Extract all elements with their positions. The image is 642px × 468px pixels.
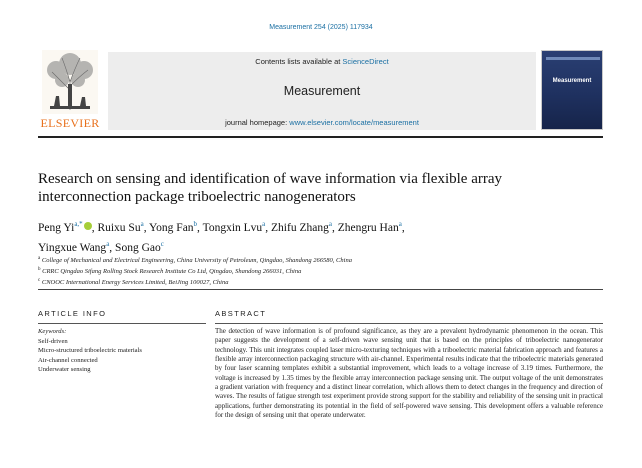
author-name[interactable]: Song Gao$^c$: [115, 239, 164, 254]
article-info-rule: [38, 323, 206, 324]
contents-lists-line: [108, 57, 536, 66]
homepage-link[interactable]: www.elsevier.com/locate/measurement: [289, 118, 419, 127]
contents-lists-text: Contents lists available at: [255, 57, 343, 66]
author-affiliation-mark[interactable]: a: [398, 220, 402, 228]
author-name[interactable]: Tongxin Lvu$^a$: [202, 220, 266, 234]
elsevier-wordmark: ELSEVIER: [40, 116, 100, 130]
author-affiliation-mark[interactable]: c: [160, 239, 164, 248]
abstract-heading: ABSTRACT: [215, 309, 267, 318]
keyword-item: Air-channel connected: [38, 356, 98, 364]
cover-stripe: [546, 57, 600, 60]
article-info-heading: ARTICLE INFO: [38, 309, 107, 318]
author-affiliation-mark[interactable]: b: [193, 220, 198, 228]
journal-banner: [108, 52, 536, 130]
elsevier-tree-icon: [42, 50, 98, 114]
journal-cover-thumbnail[interactable]: [541, 50, 603, 130]
author-affiliation-mark[interactable]: a: [106, 239, 110, 248]
keyword-item: Micro-structured triboelectric materials: [38, 347, 142, 355]
author-name[interactable]: Yingxue Wang$^a$: [38, 239, 110, 254]
orcid-icon[interactable]: [84, 222, 92, 230]
author-affiliation-mark[interactable]: a,*: [74, 220, 83, 228]
keywords-label: Keywords:: [38, 328, 67, 335]
abstract-text: The detection of wave information is of profound significance, as they are a prevalent hydrodynamic phenomenon in the ocean. This paper suggests the development of a self-driven wave sensing unit that is based on the principles of triboelectric nanogenerator technology. This unit integrates coupled laser micro-texturing techniques with a triboelectric material fabrication approach and features a flexible array interconnection packaging structure with air-channel. Experimental results indicate that the triboelectric materials generated by four laser scanning templates exhibit a substantial improvement, which leads to a voltage increase of 3.19 times. Furthermore, the voltage is increased by 1.35 times by the flexible array interconnection package sensing unit. The output voltage of the unit demonstrates a gradient variation with frequency and a distinct linear correlation, which allows them to detect changes in the frequency and direction of waves. The results of fatigue strength test experiment provide strong support for the stability and reliability of the sensing unit in practical applications, further demonstrating its potential in the field of self-powered wave sensing. This development offers a valuable reference for the design of sensing unit that operate underwater.: [215, 327, 603, 420]
keyword-item: Underwater sensing: [38, 366, 91, 374]
affiliation-item: $^b$ CRRC Qingdao Sifang Rolling Stock Research Institute Co Ltd, Qingdao, Shandong 266031, China: [38, 267, 302, 276]
journal-citation[interactable]: Measurement 254 (2025) 117934: [269, 24, 373, 31]
abstract-rule: [215, 323, 603, 324]
author-name[interactable]: Ruixu Su$^a$: [97, 220, 144, 234]
sciencedirect-link[interactable]: ScienceDirect: [342, 57, 389, 66]
affiliation-item: $^c$ CNOOC International Energy Services Limited, BeiJing 100027, China: [38, 278, 229, 287]
header-divider: [38, 136, 603, 138]
elsevier-logo[interactable]: [38, 50, 102, 130]
author-affiliation-mark[interactable]: a: [262, 220, 266, 228]
section-divider: [38, 289, 603, 290]
author-list: Peng $Yi^{a,*}$ , Ruixu Su$^a$, Yong Fan$^b$, Tongxin Lvu$^a$, Zhifu Zhang$^a$, Zhengru Han$^a$, Yingxue Wang$^a$, Song Gao$^c$: [38, 220, 405, 254]
article-title: Research on sensing and identification of wave information via flexible array interconnection package triboelectric nanogenerators: [38, 171, 503, 205]
keywords-block: [38, 327, 206, 375]
author-affiliation-mark[interactable]: a: [328, 220, 332, 228]
affiliation-item: $^a$ College of Mechanical and Electrical Engineering, China University of Petroleum, Qingdao, Shandong 266580, China: [38, 256, 352, 265]
keyword-item: Self-driven: [38, 337, 68, 345]
journal-title: Measurement: [283, 84, 361, 98]
homepage-label: journal homepage:: [225, 118, 290, 127]
author-affiliation-mark[interactable]: a: [140, 220, 144, 228]
journal-homepage-line: [108, 118, 536, 127]
author-name[interactable]: Yong Fan$^b$: [149, 220, 198, 234]
affiliations: [38, 254, 598, 287]
author-name[interactable]: Peng $Yi^{a,*}$: [38, 222, 92, 234]
author-name[interactable]: Zhengru Han$^a$: [337, 220, 402, 234]
author-name[interactable]: Zhifu Zhang$^a$: [271, 220, 332, 234]
journal-header: [38, 50, 603, 130]
cover-title: Measurement: [552, 78, 592, 84]
